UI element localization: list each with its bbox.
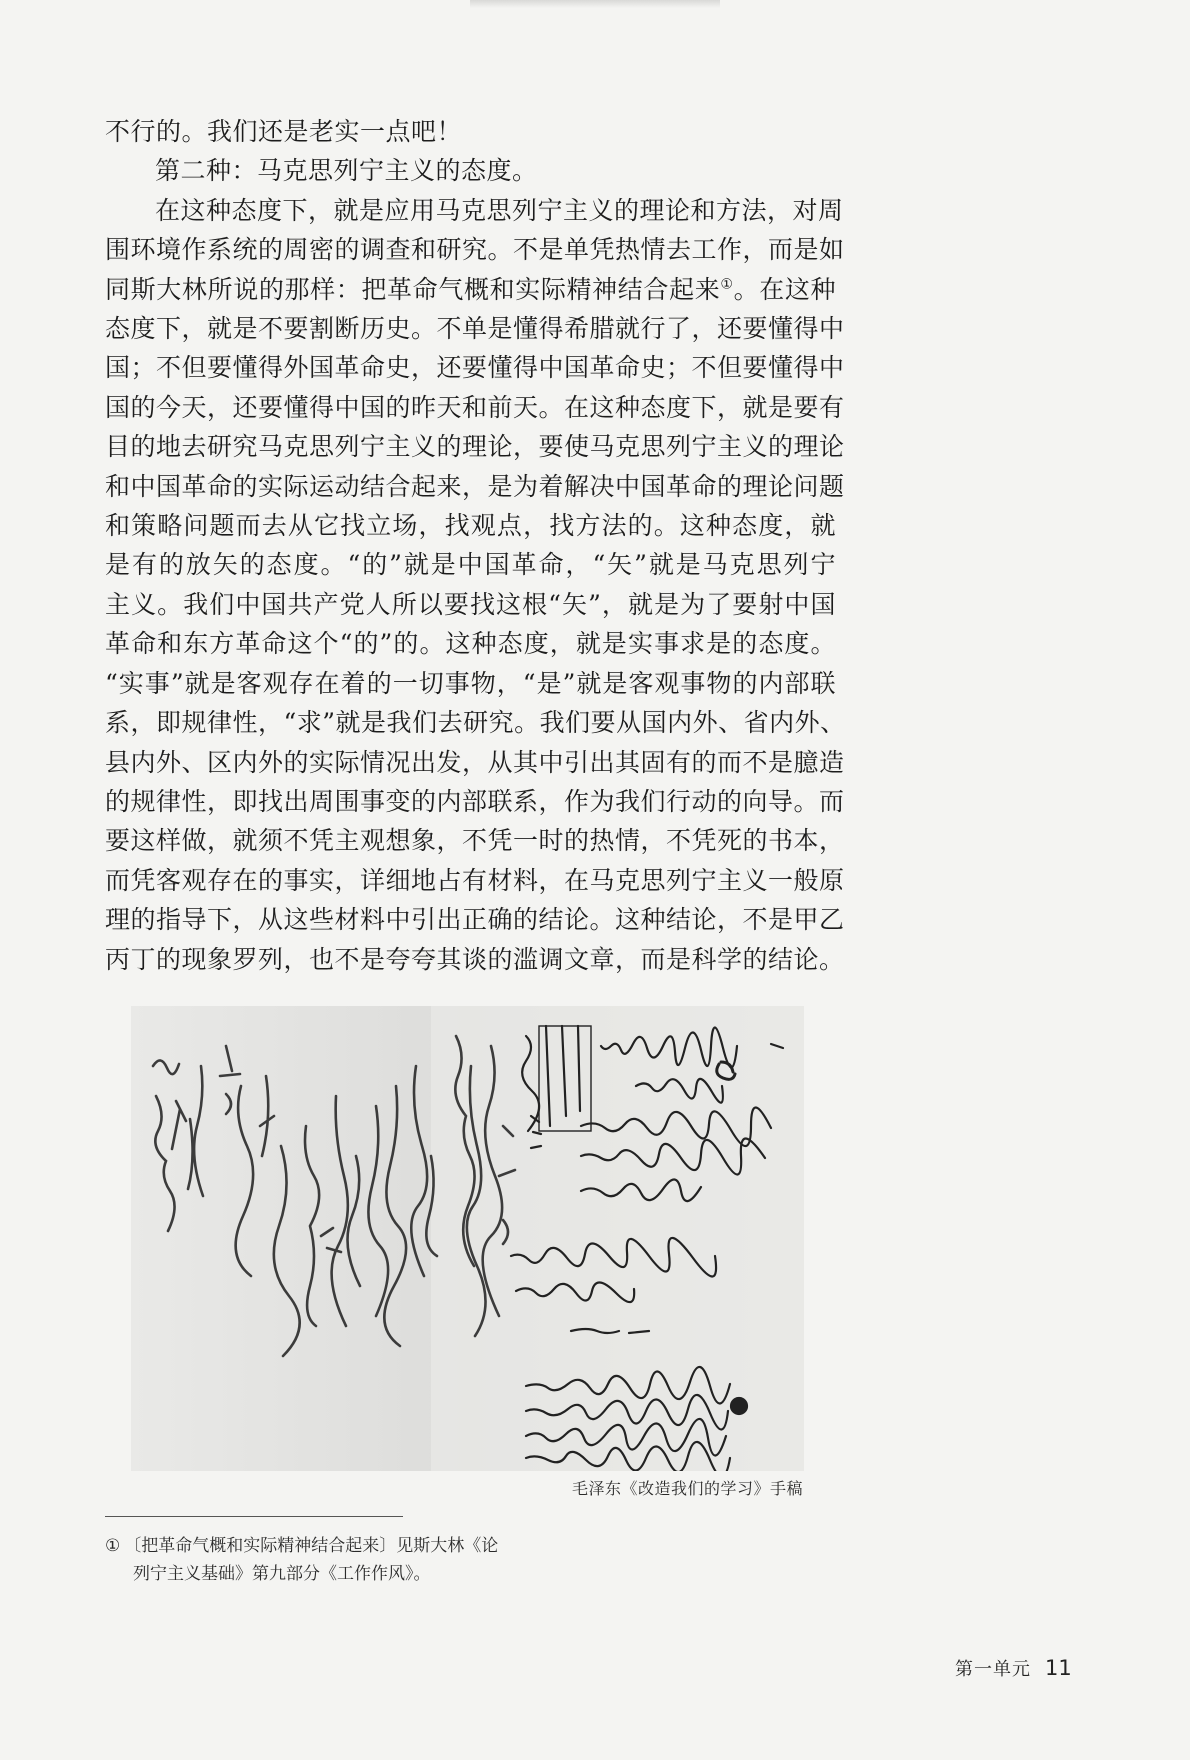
section-heading: 第二种：马克思列宁主义的态度。 — [155, 156, 538, 186]
paragraph-line: 目的地去研究马克思列宁主义的理论，要使马克思列宁主义的理论 — [105, 432, 845, 462]
scan-shadow — [470, 0, 720, 8]
paragraph-line — [105, 270, 836, 309]
paragraph-line-text: 。在这种 — [733, 274, 836, 304]
paragraph-line: 要这样做，就须不凭主观想象，不凭一时的热情，不凭死的书本， — [105, 826, 845, 856]
paragraph-line: 主义。我们中国共产党人所以要找这根“矢”，就是为了要射中国 — [105, 589, 836, 619]
paragraph-line: 革命和东方革命这个“的”的。这种态度，就是实事求是的态度。 — [105, 629, 836, 659]
unit-label: 第一单元 — [955, 1659, 1031, 1680]
paragraph-line: 不行的。我们还是老实一点吧！ — [105, 117, 463, 146]
footnote-mark: ① — [105, 1536, 121, 1556]
paragraph-line: 在这种态度下，就是应用马克思列宁主义的理论和方法，对周 — [155, 195, 844, 225]
footnote — [105, 1532, 625, 1588]
paragraph-line: 国的今天，还要懂得中国的昨天和前天。在这种态度下，就是要有 — [105, 392, 845, 422]
page-number: 11 — [1045, 1656, 1072, 1680]
handwriting-illustration — [131, 1006, 804, 1471]
paragraph-line: 和中国革命的实际运动结合起来，是为着解决中国革命的理论问题 — [105, 471, 845, 501]
figure-caption: 毛泽东《改造我们的学习》手稿 — [571, 1479, 803, 1498]
paragraph-line: 的规律性，即找出周围事变的内部联系，作为我们行动的向导。而 — [105, 786, 845, 816]
paragraph-line: 丙丁的现象罗列，也不是夸夸其谈的滥调文章，而是科学的结论。 — [105, 944, 845, 974]
paragraph-line: 是有的放矢的态度。“的”就是中国革命，“矢”就是马克思列宁 — [105, 550, 836, 580]
paragraph-line: “实事”就是客观存在着的一切事物，“是”就是客观事物的内部联 — [105, 668, 836, 698]
paragraph-line-text: 同斯大林所说的那样：把革命气概和实际精神结合起来 — [105, 274, 721, 304]
footnote-reference[interactable]: ① — [720, 276, 734, 293]
footnote-text: 〔把革命气概和实际精神结合起来〕见斯大林《论 — [124, 1536, 499, 1556]
paragraph-line: 县内外、区内外的实际情况出发，从其中引出其固有的而不是臆造 — [105, 747, 845, 777]
body-text — [105, 112, 846, 979]
paragraph-line: 态度下，就是不要割断历史。不单是懂得希腊就行了，还要懂得中 — [105, 314, 845, 344]
footnote-text: 列宁主义基础》第九部分《工作作风》。 — [133, 1564, 431, 1584]
paragraph-line: 围环境作系统的周密的调查和研究。不是单凭热情去工作，而是如 — [105, 235, 845, 265]
paragraph-line: 而凭客观存在的事实，详细地占有材料，在马克思列宁主义一般原 — [105, 865, 845, 895]
paragraph-line: 国；不但要懂得外国革命史，还要懂得中国革命史；不但要懂得中 — [105, 353, 845, 383]
paragraph-line: 理的指导下，从这些材料中引出正确的结论。这种结论，不是甲乙 — [105, 905, 845, 935]
footnote-divider — [105, 1516, 403, 1517]
manuscript-image — [131, 1006, 804, 1471]
paragraph-line: 系，即规律性，“求”就是我们去研究。我们要从国内外、省内外、 — [105, 708, 846, 738]
paragraph-line: 和策略问题而去从它找立场，找观点，找方法的。这种态度，就 — [105, 511, 836, 541]
page-footer — [955, 1655, 1072, 1681]
